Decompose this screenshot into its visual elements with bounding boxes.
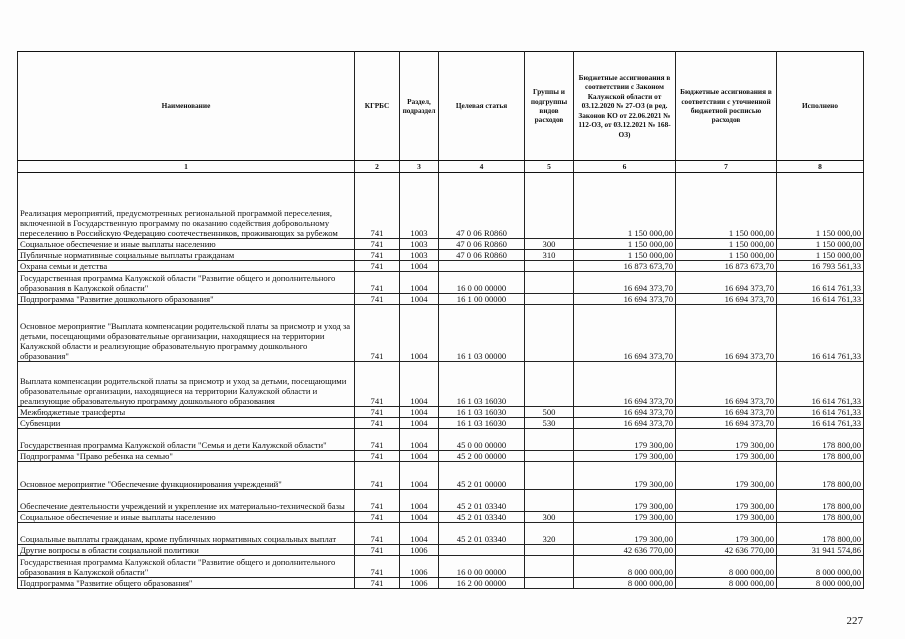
header-article: Целевая статья [439, 52, 525, 161]
row-section: 1003 [400, 239, 439, 250]
row-kgrbs: 741 [355, 173, 400, 239]
row-law-allocation: 179 300,00 [574, 490, 676, 512]
row-kgrbs: 741 [355, 261, 400, 272]
table-row [18, 362, 864, 407]
row-kgrbs: 741 [355, 429, 400, 451]
header-executed: Исполнено [777, 52, 864, 161]
row-kgrbs: 741 [355, 545, 400, 556]
row-refined-allocation: 16 694 373,70 [676, 362, 777, 407]
column-number: 2 [355, 161, 400, 173]
header-law-allocation: Бюджетные ассигнования в соответствии с Законом Калужской области от 03.12.2020 № 27-ОЗ (в ред. Законов КО от 22.06.2021 № 112-ОЗ, от 03.12.2021 № 168-ОЗ) [574, 52, 676, 161]
row-law-allocation: 8 000 000,00 [574, 578, 676, 589]
row-refined-allocation: 179 300,00 [676, 429, 777, 451]
row-section: 1006 [400, 545, 439, 556]
column-number: 4 [439, 161, 525, 173]
row-executed: 16 614 761,33 [777, 418, 864, 429]
row-section: 1004 [400, 451, 439, 462]
row-name: Межбюджетные трансферты [18, 407, 355, 418]
table-row [18, 239, 864, 250]
row-law-allocation: 8 000 000,00 [574, 556, 676, 578]
table-row [18, 407, 864, 418]
row-name: Социальное обеспечение и иные выплаты населению [18, 512, 355, 523]
row-law-allocation: 179 300,00 [574, 429, 676, 451]
row-executed: 16 793 561,33 [777, 261, 864, 272]
row-law-allocation: 1 150 000,00 [574, 239, 676, 250]
row-section: 1004 [400, 261, 439, 272]
row-executed: 1 150 000,00 [777, 250, 864, 261]
row-kgrbs: 741 [355, 407, 400, 418]
row-name: Субвенции [18, 418, 355, 429]
row-section: 1004 [400, 294, 439, 305]
row-section: 1003 [400, 173, 439, 239]
table-row [18, 556, 864, 578]
row-executed: 16 614 761,33 [777, 272, 864, 294]
row-expense-group [525, 545, 574, 556]
column-number: 5 [525, 161, 574, 173]
row-target-article: 16 0 00 00000 [439, 556, 525, 578]
row-target-article: 16 1 03 16030 [439, 407, 525, 418]
row-target-article [439, 261, 525, 272]
row-refined-allocation: 179 300,00 [676, 462, 777, 490]
row-expense-group: 300 [525, 512, 574, 523]
row-expense-group: 320 [525, 523, 574, 545]
row-executed: 178 800,00 [777, 523, 864, 545]
row-expense-group [525, 294, 574, 305]
row-expense-group [525, 451, 574, 462]
row-executed: 1 150 000,00 [777, 173, 864, 239]
row-refined-allocation: 16 694 373,70 [676, 272, 777, 294]
row-law-allocation: 16 694 373,70 [574, 418, 676, 429]
row-name: Подпрограмма "Развитие дошкольного образования" [18, 294, 355, 305]
row-refined-allocation: 16 694 373,70 [676, 418, 777, 429]
row-executed: 178 800,00 [777, 429, 864, 451]
row-target-article: 45 2 01 00000 [439, 462, 525, 490]
row-section: 1004 [400, 418, 439, 429]
table-row [18, 578, 864, 589]
row-section: 1004 [400, 462, 439, 490]
header-group: Группы и подгруппы видов расходов [525, 52, 574, 161]
row-law-allocation: 1 150 000,00 [574, 250, 676, 261]
row-refined-allocation: 179 300,00 [676, 512, 777, 523]
row-name: Государственная программа Калужской области "Развитие общего и дополнительного образования в Калужской области" [18, 272, 355, 294]
row-kgrbs: 741 [355, 250, 400, 261]
table-body [18, 173, 864, 589]
row-executed: 178 800,00 [777, 490, 864, 512]
row-section: 1004 [400, 490, 439, 512]
row-section: 1004 [400, 523, 439, 545]
row-executed: 8 000 000,00 [777, 578, 864, 589]
row-kgrbs: 741 [355, 451, 400, 462]
row-law-allocation: 179 300,00 [574, 512, 676, 523]
table-row [18, 545, 864, 556]
row-kgrbs: 741 [355, 362, 400, 407]
table-row [18, 462, 864, 490]
row-section: 1004 [400, 272, 439, 294]
row-kgrbs: 741 [355, 490, 400, 512]
row-refined-allocation: 16 694 373,70 [676, 305, 777, 362]
row-refined-allocation: 8 000 000,00 [676, 578, 777, 589]
budget-table [17, 51, 864, 589]
table-row [18, 418, 864, 429]
column-number: 8 [777, 161, 864, 173]
row-target-article: 16 1 03 16030 [439, 418, 525, 429]
row-target-article: 16 0 00 00000 [439, 272, 525, 294]
row-expense-group [525, 362, 574, 407]
row-refined-allocation: 16 694 373,70 [676, 294, 777, 305]
table-row [18, 173, 864, 239]
table-row [18, 512, 864, 523]
row-executed: 178 800,00 [777, 512, 864, 523]
row-name: Государственная программа Калужской области "Семья и дети Калужской области" [18, 429, 355, 451]
row-executed: 31 941 574,86 [777, 545, 864, 556]
row-target-article: 45 2 01 03340 [439, 523, 525, 545]
row-expense-group [525, 578, 574, 589]
row-refined-allocation: 16 694 373,70 [676, 407, 777, 418]
row-target-article: 16 1 00 00000 [439, 294, 525, 305]
row-kgrbs: 741 [355, 523, 400, 545]
column-number: 7 [676, 161, 777, 173]
row-target-article: 16 2 00 00000 [439, 578, 525, 589]
row-kgrbs: 741 [355, 294, 400, 305]
row-refined-allocation: 179 300,00 [676, 523, 777, 545]
table-row [18, 490, 864, 512]
row-expense-group [525, 272, 574, 294]
row-law-allocation: 179 300,00 [574, 462, 676, 490]
row-law-allocation: 16 873 673,70 [574, 261, 676, 272]
row-name: Обеспечение деятельности учреждений и укрепление их материально-технической базы [18, 490, 355, 512]
row-law-allocation: 1 150 000,00 [574, 173, 676, 239]
row-kgrbs: 741 [355, 305, 400, 362]
row-name: Охрана семьи и детства [18, 261, 355, 272]
table-row [18, 250, 864, 261]
page-number: 227 [846, 615, 863, 627]
header-kgrbs: КГРБС [355, 52, 400, 161]
row-expense-group: 300 [525, 239, 574, 250]
row-name: Подпрограмма "Развитие общего образования" [18, 578, 355, 589]
column-number-row [18, 161, 864, 173]
row-target-article: 45 0 00 00000 [439, 429, 525, 451]
table-row [18, 451, 864, 462]
header-refined-allocation: Бюджетные ассигнования в соответствии с уточненной бюджетной росписью расходов [676, 52, 777, 161]
row-law-allocation: 179 300,00 [574, 523, 676, 545]
column-number: 3 [400, 161, 439, 173]
column-number: 1 [18, 161, 355, 173]
row-refined-allocation: 179 300,00 [676, 490, 777, 512]
row-section: 1003 [400, 250, 439, 261]
row-kgrbs: 741 [355, 272, 400, 294]
row-expense-group [525, 462, 574, 490]
row-expense-group [525, 490, 574, 512]
row-executed: 8 000 000,00 [777, 556, 864, 578]
table-row [18, 294, 864, 305]
row-executed: 16 614 761,33 [777, 407, 864, 418]
row-name: Социальное обеспечение и иные выплаты населению [18, 239, 355, 250]
row-name: Основное мероприятие "Обеспечение функционирования учреждений" [18, 462, 355, 490]
row-executed: 16 614 761,33 [777, 305, 864, 362]
row-law-allocation: 16 694 373,70 [574, 362, 676, 407]
row-expense-group [525, 429, 574, 451]
row-expense-group: 310 [525, 250, 574, 261]
header-name: Наименование [18, 52, 355, 161]
row-section: 1004 [400, 362, 439, 407]
row-law-allocation: 179 300,00 [574, 451, 676, 462]
row-expense-group [525, 305, 574, 362]
row-name: Другие вопросы в области социальной политики [18, 545, 355, 556]
row-kgrbs: 741 [355, 512, 400, 523]
row-kgrbs: 741 [355, 239, 400, 250]
row-kgrbs: 741 [355, 418, 400, 429]
row-target-article: 16 1 03 16030 [439, 362, 525, 407]
row-section: 1004 [400, 305, 439, 362]
row-executed: 16 614 761,33 [777, 362, 864, 407]
row-section: 1004 [400, 429, 439, 451]
row-refined-allocation: 1 150 000,00 [676, 239, 777, 250]
row-kgrbs: 741 [355, 556, 400, 578]
row-executed: 178 800,00 [777, 462, 864, 490]
row-expense-group [525, 261, 574, 272]
table-row [18, 523, 864, 545]
table-row [18, 305, 864, 362]
row-target-article: 16 1 03 00000 [439, 305, 525, 362]
row-law-allocation: 16 694 373,70 [574, 407, 676, 418]
column-number: 6 [574, 161, 676, 173]
row-target-article [439, 545, 525, 556]
row-refined-allocation: 1 150 000,00 [676, 250, 777, 261]
header-section: Раздел, подраздел [400, 52, 439, 161]
row-name: Основное мероприятие "Выплата компенсации родительской платы за присмотр и уход за детьми, посещающими образовательные организации, находящиеся на территории Калужской области и реализующие образовательную программу дошкольного образования" [18, 305, 355, 362]
row-name: Подпрограмма "Право ребенка на семью" [18, 451, 355, 462]
row-name: Государственная программа Калужской области "Развитие общего и дополнительного образования в Калужской области" [18, 556, 355, 578]
row-expense-group: 530 [525, 418, 574, 429]
row-kgrbs: 741 [355, 578, 400, 589]
row-target-article: 47 0 06 R0860 [439, 173, 525, 239]
row-law-allocation: 16 694 373,70 [574, 272, 676, 294]
row-executed: 16 614 761,33 [777, 294, 864, 305]
row-section: 1004 [400, 407, 439, 418]
row-refined-allocation: 16 873 673,70 [676, 261, 777, 272]
row-executed: 1 150 000,00 [777, 239, 864, 250]
row-kgrbs: 741 [355, 462, 400, 490]
row-name: Социальные выплаты гражданам, кроме публичных нормативных социальных выплат [18, 523, 355, 545]
table-row [18, 429, 864, 451]
row-name: Реализация мероприятий, предусмотренных региональной программой переселения, включенной в Государственную программу по оказанию содействия добровольному переселению в Российскую Федерацию соотечественников, проживающих за рубежом [18, 173, 355, 239]
table-row [18, 272, 864, 294]
row-target-article: 47 0 06 R0860 [439, 239, 525, 250]
header-row [18, 52, 864, 161]
row-expense-group [525, 556, 574, 578]
row-section: 1006 [400, 578, 439, 589]
row-target-article: 45 2 01 03340 [439, 512, 525, 523]
row-executed: 178 800,00 [777, 451, 864, 462]
row-refined-allocation: 1 150 000,00 [676, 173, 777, 239]
row-target-article: 45 2 00 00000 [439, 451, 525, 462]
row-law-allocation: 16 694 373,70 [574, 294, 676, 305]
row-name: Выплата компенсации родительской платы за присмотр и уход за детьми, посещающими образовательные организации, находящиеся на территории Калужской области и реализующие образовательную программу дошкольного образования [18, 362, 355, 407]
row-refined-allocation: 179 300,00 [676, 451, 777, 462]
table-row [18, 261, 864, 272]
row-target-article: 47 0 06 R0860 [439, 250, 525, 261]
row-expense-group: 500 [525, 407, 574, 418]
row-section: 1004 [400, 512, 439, 523]
row-name: Публичные нормативные социальные выплаты гражданам [18, 250, 355, 261]
row-target-article: 45 2 01 03340 [439, 490, 525, 512]
row-section: 1006 [400, 556, 439, 578]
row-refined-allocation: 42 636 770,00 [676, 545, 777, 556]
row-law-allocation: 16 694 373,70 [574, 305, 676, 362]
row-refined-allocation: 8 000 000,00 [676, 556, 777, 578]
row-law-allocation: 42 636 770,00 [574, 545, 676, 556]
row-expense-group [525, 173, 574, 239]
